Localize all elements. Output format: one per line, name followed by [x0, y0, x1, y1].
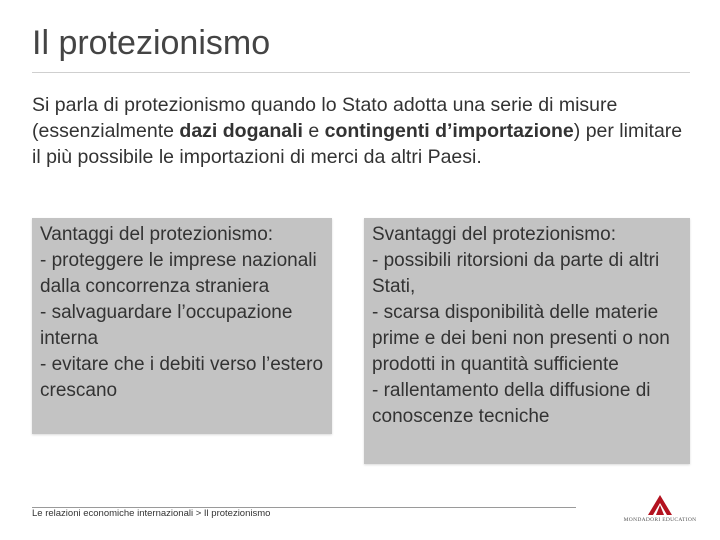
- mondadori-logo-icon: [647, 494, 673, 516]
- disadvantages-item: - possibili ritorsioni da parte di altri Stati,: [372, 250, 660, 297]
- intro-paragraph: [32, 92, 692, 170]
- footer-breadcrumb: Le relazioni economiche internazionali > Il protezionismo: [32, 508, 271, 519]
- intro-text-2: e: [302, 120, 325, 142]
- advantages-box: [32, 218, 332, 434]
- disadvantages-heading: Svantaggi del protezionismo:: [372, 224, 616, 245]
- intro-bold-contingenti: contingenti d’importazione: [324, 120, 574, 142]
- disadvantages-item: - scarsa disponibilità delle materie prime e dei beni non presenti o non prodotti in quantità sufficiente: [372, 302, 670, 375]
- advantages-item: - proteggere le imprese nazionali dalla concorrenza straniera: [40, 250, 317, 297]
- title-divider: [32, 72, 690, 73]
- publisher-logo: [622, 494, 698, 530]
- intro-text-1: Si parla di protezionismo quando lo Stato adotta una serie di misure (essenzialmente: [32, 94, 618, 142]
- slide-title: Il protezionismo: [32, 24, 271, 62]
- intro-text-3: ) per limitare il più possibile le importazioni di merci da altri Paesi.: [32, 120, 683, 168]
- advantages-heading: Vantaggi del protezionismo:: [40, 224, 274, 245]
- disadvantages-box: [364, 218, 690, 464]
- intro-bold-dazi: dazi doganali: [179, 120, 303, 142]
- logo-text: MONDADORI EDUCATION: [623, 517, 697, 523]
- disadvantages-item: - rallentamento della diffusione di conoscenze tecniche: [372, 380, 651, 427]
- advantages-item: - evitare che i debiti verso l’estero crescano: [40, 354, 324, 401]
- advantages-item: - salvaguardare l’occupazione interna: [40, 302, 293, 349]
